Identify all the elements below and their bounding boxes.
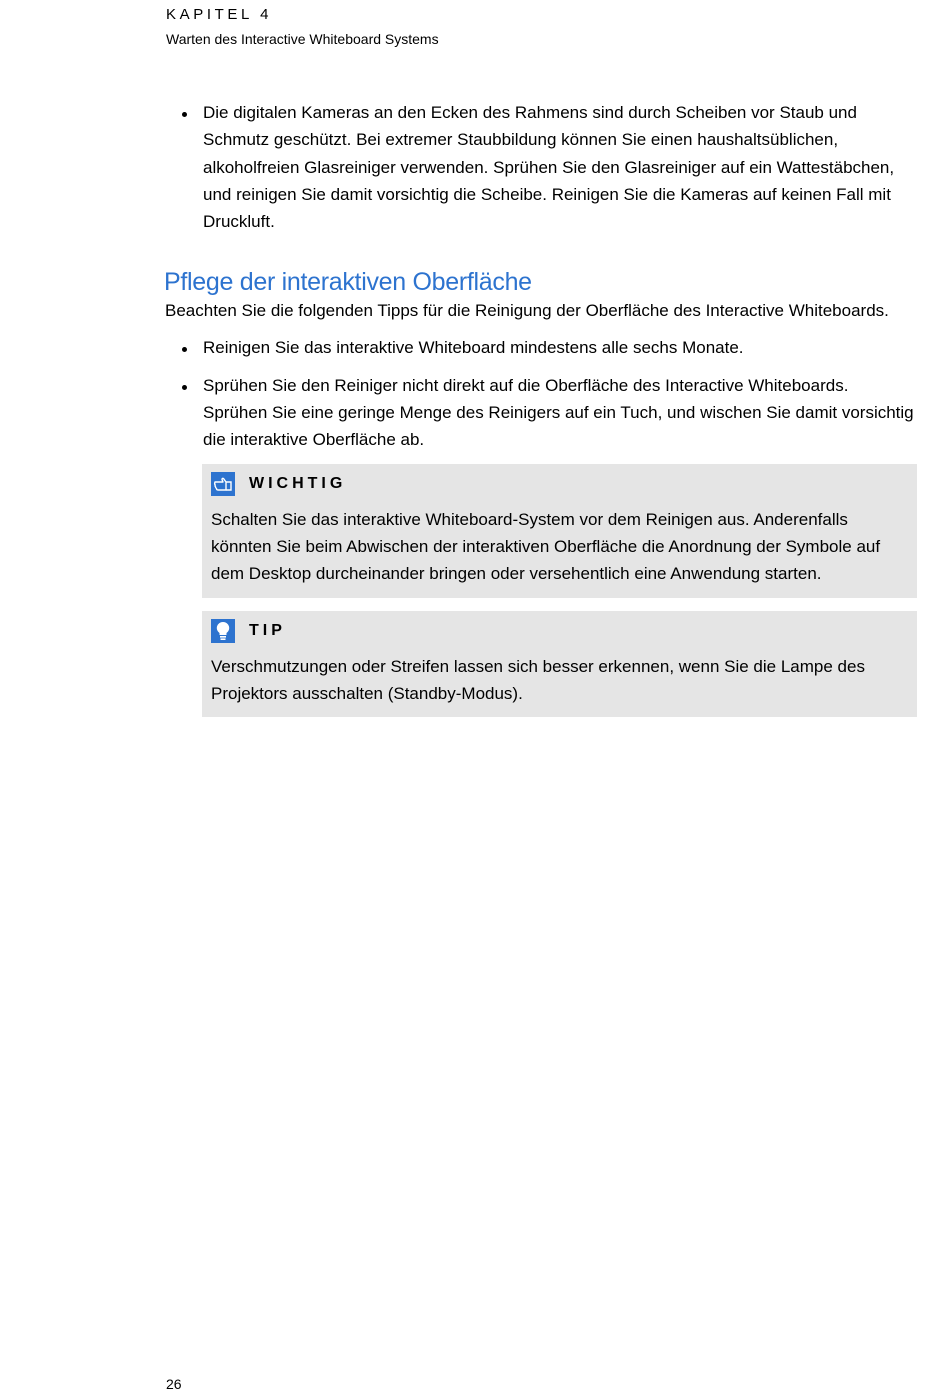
list-item: Die digitalen Kameras an den Ecken des Rahmens sind durch Scheiben vor Staub und Schmutz geschützt. Bei extremer Staubbildung können Sie einen haushaltsüblichen, alkoholfreien Glasreiniger verwenden. Sprühen Sie den Glasreiniger auf ein Wattestäbchen, und reinigen Sie damit vorsichtig die Scheibe. Reinigen Sie die Kameras auf keinen Fall mit Druckluft.: [165, 99, 917, 235]
chapter-label: KAPITEL 4: [166, 6, 273, 23]
list-item: Sprühen Sie den Reiniger nicht direkt auf die Oberfläche des Interactive Whiteboards. Sprühen Sie eine geringe Menge des Reinigers auf ein Tuch, und wischen Sie damit vorsichtig die interaktive Oberfläche ab.: [165, 372, 917, 454]
camera-bullet-list: [165, 99, 917, 235]
lightbulb-icon: [211, 619, 235, 643]
tip-note-title: TIP: [249, 621, 286, 639]
pointing-hand-icon: [211, 472, 235, 496]
tip-note-text: Verschmutzungen oder Streifen lassen sich besser erkennen, wenn Sie die Lampe des Projektors ausschalten (Standby-Modus).: [211, 656, 865, 703]
page-content: [165, 99, 917, 730]
important-note-header: [211, 472, 905, 496]
care-bullet-list: [165, 334, 917, 453]
section-intro: Beachten Sie die folgenden Tipps für die Reinigung der Oberfläche des Interactive Whiteboards.: [165, 301, 889, 321]
chapter-subtitle: Warten des Interactive Whiteboard Systems: [166, 31, 439, 47]
important-note-title: WICHTIG: [249, 474, 347, 492]
tip-note: [202, 611, 917, 718]
important-note: [202, 464, 917, 598]
list-item: Reinigen Sie das interaktive Whiteboard mindestens alle sechs Monate.: [165, 334, 917, 361]
page-number: 26: [166, 1376, 182, 1392]
tip-note-header: [211, 619, 905, 643]
section-heading: Pflege der interaktiven Oberfläche: [164, 268, 532, 297]
important-note-text: Schalten Sie das interaktive Whiteboard-System vor dem Reinigen aus. Anderenfalls könnten Sie beim Abwischen der interaktiven Oberfläche die Anordnung der Symbole auf dem Desktop durcheinander bringen oder versehentlich eine Anwendung starten.: [211, 509, 881, 584]
